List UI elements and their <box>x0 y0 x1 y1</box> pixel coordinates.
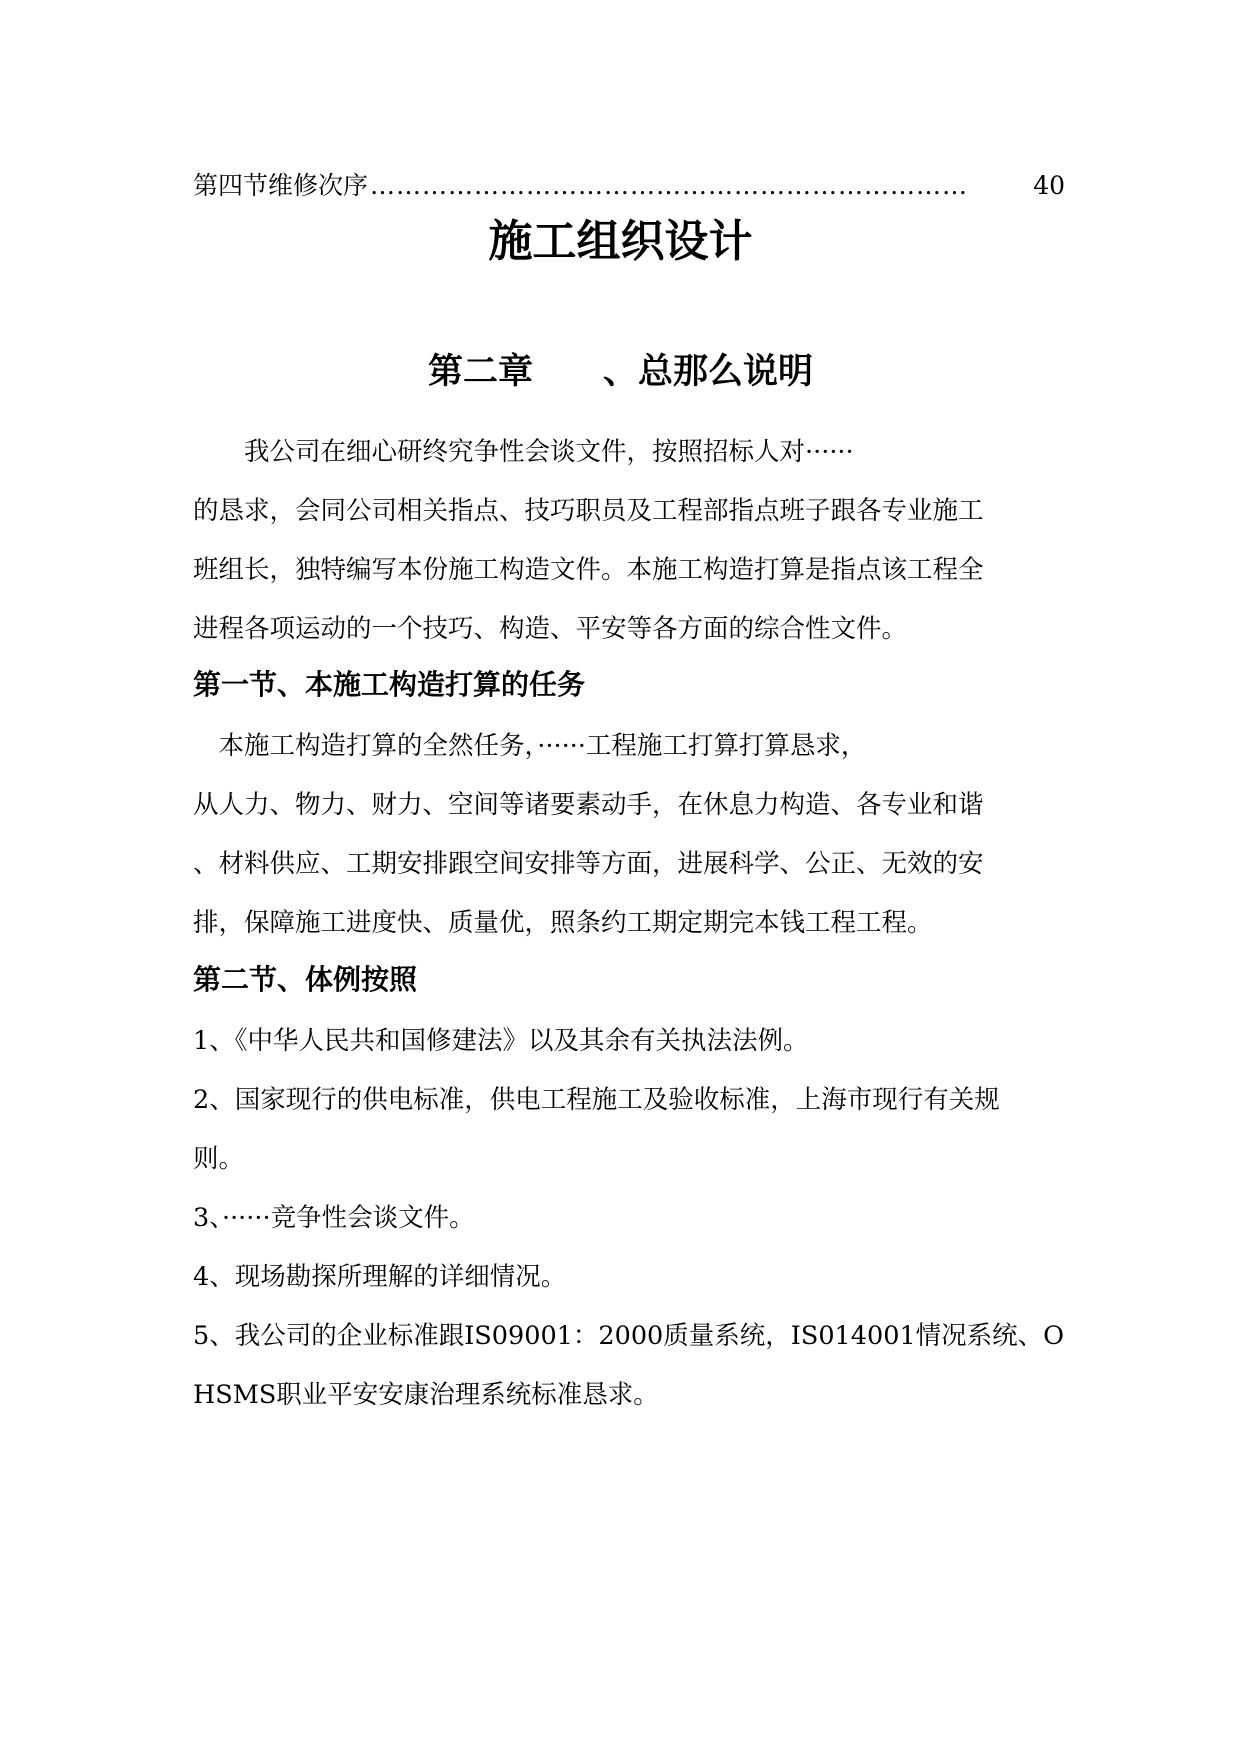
list-item: 5、我公司的企业标准跟IS09001：2000质量系统，IS014001情况系统、O <box>193 1321 1065 1351</box>
chapter-title: 第二章 、总那么说明 <box>427 351 813 392</box>
intro-line: 的恳求，会同公司相关指点、技巧职员及工程部指点班子跟各专业施工 <box>193 496 984 526</box>
body-line: 从人力、物力、财力、空间等诸要素动手，在休息力构造、各专业和谐 <box>193 790 984 820</box>
toc-entry[interactable] <box>193 168 1065 204</box>
list-item: 1、《中华人民共和国修建法》以及其余有关执法法例。 <box>193 1026 809 1056</box>
list-item: 3、······竞争性会谈文件。 <box>193 1203 475 1233</box>
body-line: 本施工构造打算的全然任务，······工程施工打算打算恳求， <box>193 731 867 761</box>
intro-line: 进程各项运动的一个技巧、构造、平安等各方面的综合性文件。 <box>193 614 908 644</box>
intro-line: 班组长，独特编写本份施工构造文件。本施工构造打算是指点该工程全 <box>193 555 984 585</box>
toc-leader-dots: …………………………………………………………… <box>370 171 969 200</box>
toc-page-number: 40 <box>1033 171 1065 200</box>
section-heading: 第二节、体例按照 <box>193 963 418 996</box>
section-heading: 第一节、本施工构造打算的任务 <box>193 668 586 701</box>
intro-line: 我公司在细心研终究争性会谈文件，按照招标人对······ <box>193 437 854 467</box>
document-title: 施工组织设计 <box>488 216 753 267</box>
body-line: 、材料供应、工期安排跟空间安排等方面，进展科学、公正、无效的安 <box>193 849 984 879</box>
list-item-continuation: 则。 <box>193 1144 245 1174</box>
list-item: 2、国家现行的供电标准，供电工程施工及验收标准，上海市现行有关规 <box>193 1085 1000 1115</box>
toc-entry-title: 第四节维修次序 <box>193 171 369 200</box>
list-item-continuation: HSMS职业平安安康治理系统标准恳求。 <box>193 1380 659 1410</box>
list-item: 4、现场勘探所理解的详细情况。 <box>193 1262 567 1292</box>
body-line: 排，保障施工进度快、质量优，照条约工期定期完本钱工程工程。 <box>193 908 933 938</box>
